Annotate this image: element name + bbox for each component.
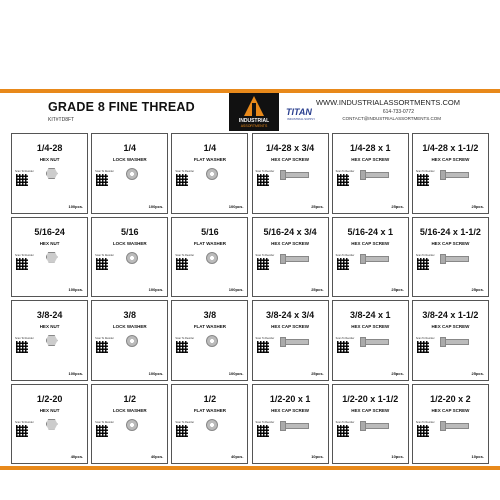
- part-size: 5/16-24: [34, 226, 65, 237]
- bin-cell: [412, 300, 489, 381]
- bin-cell: [332, 133, 409, 214]
- part-type: HEX NUT: [39, 240, 60, 246]
- part-size: 1/4-28: [36, 143, 63, 153]
- qr-code-icon[interactable]: [417, 341, 429, 353]
- part-size: 3/8: [203, 310, 217, 320]
- kit-number: KIT#TD8FT: [48, 117, 75, 123]
- bin-cell: [252, 133, 329, 214]
- logo-line1: INDUSTRIAL: [238, 118, 270, 124]
- qr-code-icon[interactable]: [257, 425, 269, 437]
- bin-cell: [11, 300, 88, 381]
- part-size: 1/4: [203, 143, 217, 153]
- washer-icon: [126, 252, 138, 264]
- part-size: 3/8-24 x 1-1/2: [422, 310, 479, 320]
- scan-label: Scan To Reorder: [415, 170, 435, 173]
- scan-label: Scan To Reorder: [415, 253, 435, 257]
- part-type: FLAT WASHER: [193, 240, 226, 246]
- scan-label: Scan To Reorder: [255, 253, 275, 257]
- quantity-label: 100pcs.: [148, 287, 164, 292]
- qr-code-icon[interactable]: [337, 341, 349, 353]
- nut-icon: [46, 419, 58, 430]
- nut-icon: [46, 252, 58, 263]
- bin-cell: [11, 384, 88, 465]
- email-link[interactable]: CONTACT@INDUSTRIALASSORTMENTS.COM: [342, 116, 441, 121]
- quantity-label: 100pcs.: [228, 287, 244, 292]
- scan-label: Scan To Reorder: [95, 253, 114, 257]
- part-size: 1/4: [123, 143, 136, 153]
- quantity-label: 25pcs.: [391, 287, 404, 292]
- screw-icon: [443, 172, 469, 178]
- qr-code-icon[interactable]: [337, 174, 349, 186]
- part-size: 5/16-24 x 3/4: [263, 226, 317, 237]
- logo-mark-icon: [244, 96, 264, 116]
- quantity-label: 25pcs.: [391, 370, 404, 376]
- scan-label: Scan To Reorder: [175, 253, 195, 257]
- part-type: HEX CAP SCREW: [351, 324, 390, 329]
- scan-label: Scan To Reorder: [95, 420, 114, 424]
- qr-code-icon[interactable]: [176, 425, 188, 437]
- scan-label: Scan To Reorder: [255, 170, 275, 173]
- qr-code-icon[interactable]: [16, 258, 28, 270]
- scan-label: Scan To Reorder: [15, 337, 34, 340]
- part-type: HEX CAP SCREW: [431, 407, 470, 413]
- part-type: HEX CAP SCREW: [271, 407, 310, 413]
- part-size: 1/2-20: [36, 393, 63, 404]
- website-link[interactable]: WWW.INDUSTRIALASSORTMENTS.COM: [315, 98, 460, 107]
- scan-label: Scan To Reorder: [175, 337, 195, 340]
- phone-number: 614-733-0772: [382, 109, 414, 115]
- qr-code-icon[interactable]: [417, 258, 429, 270]
- part-type: HEX CAP SCREW: [351, 240, 390, 246]
- qr-code-icon[interactable]: [337, 425, 349, 437]
- scan-label: Scan To Reorder: [415, 337, 435, 340]
- part-size: 1/2: [203, 393, 217, 404]
- part-type: LOCK WASHER: [112, 157, 147, 162]
- qr-code-icon[interactable]: [337, 258, 349, 270]
- part-size: 3/8-24 x 1: [349, 310, 391, 320]
- brand-logo: [229, 93, 279, 131]
- part-type: LOCK WASHER: [112, 240, 147, 246]
- quantity-label: 100pcs.: [148, 203, 164, 209]
- washer-icon: [206, 252, 218, 264]
- bin-cell: [252, 384, 329, 465]
- part-type: HEX CAP SCREW: [431, 240, 470, 246]
- part-size: 3/8-24 x 3/4: [266, 310, 315, 320]
- screw-icon: [283, 172, 309, 178]
- washer-icon: [126, 419, 138, 431]
- bin-cell: [412, 133, 489, 214]
- part-size: 5/16-24 x 1-1/2: [419, 226, 481, 237]
- scan-label: Scan To Reorder: [175, 170, 195, 173]
- bin-cell: [91, 133, 168, 214]
- bin-cell: [412, 384, 489, 465]
- part-size: 1/4-28 x 3/4: [266, 143, 315, 153]
- quantity-label: 40pcs.: [70, 454, 84, 459]
- bin-cell: [332, 217, 409, 298]
- part-type: FLAT WASHER: [193, 324, 226, 329]
- screw-icon: [363, 172, 389, 178]
- nut-icon: [46, 335, 58, 346]
- bin-grid: [11, 133, 489, 464]
- qr-code-icon[interactable]: [257, 341, 269, 353]
- screw-icon: [443, 423, 469, 429]
- screw-icon: [363, 256, 389, 262]
- bin-cell: [171, 217, 248, 298]
- scan-label: Scan To Reorder: [15, 253, 34, 257]
- part-type: HEX CAP SCREW: [271, 324, 310, 329]
- screw-icon: [283, 339, 309, 345]
- washer-icon: [206, 335, 218, 347]
- qr-code-icon[interactable]: [96, 425, 108, 437]
- part-type: HEX CAP SCREW: [271, 240, 310, 246]
- quantity-label: 100pcs.: [148, 370, 164, 376]
- screw-icon: [443, 256, 469, 262]
- bin-cell: [91, 217, 168, 298]
- part-size: 1/2-20 x 2: [430, 393, 471, 404]
- part-size: 1/4-28 x 1-1/2: [422, 143, 479, 153]
- quantity-label: 40pcs.: [231, 454, 244, 459]
- scan-label: Scan To Reorder: [95, 337, 114, 340]
- quantity-label: 100pcs.: [228, 203, 244, 209]
- quantity-label: 40pcs.: [150, 454, 164, 459]
- screw-icon: [363, 423, 389, 429]
- bin-cell: [332, 300, 409, 381]
- qr-code-icon[interactable]: [176, 174, 188, 186]
- bin-cell: [171, 300, 248, 381]
- scan-label: Scan To Reorder: [255, 337, 275, 340]
- part-type: LOCK WASHER: [112, 407, 147, 413]
- bin-cell: [252, 217, 329, 298]
- scan-label: Scan To Reorder: [95, 170, 114, 173]
- quantity-label: 10pcs.: [311, 454, 324, 459]
- scan-label: Scan To Reorder: [175, 420, 195, 424]
- part-type: LOCK WASHER: [112, 324, 147, 329]
- scan-label: Scan To Reorder: [335, 170, 355, 173]
- quantity-label: 100pcs.: [228, 370, 244, 376]
- part-size: 5/16: [120, 226, 139, 237]
- qr-code-icon[interactable]: [257, 174, 269, 186]
- bin-cell: [171, 384, 248, 465]
- qr-code-icon[interactable]: [96, 174, 108, 186]
- quantity-label: 25pcs.: [471, 203, 484, 209]
- part-type: HEX CAP SCREW: [431, 324, 470, 329]
- bin-cell: [252, 300, 329, 381]
- qr-code-icon[interactable]: [176, 341, 188, 353]
- titan-subtitle: INDUSTRIAL SUPPLY: [287, 117, 316, 121]
- qr-code-icon[interactable]: [16, 425, 28, 437]
- washer-icon: [126, 335, 138, 347]
- quantity-label: 25pcs.: [471, 287, 484, 292]
- qr-code-icon[interactable]: [257, 258, 269, 270]
- part-type: FLAT WASHER: [193, 157, 226, 162]
- qr-code-icon[interactable]: [417, 174, 429, 186]
- bin-cell: [11, 133, 88, 214]
- scan-label: Scan To Reorder: [15, 420, 34, 424]
- scan-label: Scan To Reorder: [415, 420, 435, 424]
- scan-label: Scan To Reorder: [335, 337, 355, 340]
- quantity-label: 25pcs.: [471, 370, 484, 376]
- part-type: HEX NUT: [39, 407, 60, 413]
- part-type: HEX NUT: [39, 324, 60, 329]
- screw-icon: [283, 423, 309, 429]
- screw-icon: [363, 339, 389, 345]
- nut-icon: [46, 168, 58, 179]
- qr-code-icon[interactable]: [16, 174, 28, 186]
- logo-line2: ASSORTMENTS: [240, 124, 268, 128]
- part-type: HEX NUT: [39, 157, 60, 162]
- scan-label: Scan To Reorder: [335, 253, 355, 257]
- bin-cell: [332, 384, 409, 465]
- part-type: HEX CAP SCREW: [271, 157, 310, 162]
- washer-icon: [206, 168, 218, 180]
- bin-cell: [11, 217, 88, 298]
- quantity-label: 10pcs.: [391, 454, 404, 459]
- qr-code-icon[interactable]: [16, 341, 28, 353]
- part-type: HEX CAP SCREW: [351, 157, 390, 162]
- quantity-label: 100pcs.: [68, 370, 84, 376]
- quantity-label: 100pcs.: [68, 287, 84, 292]
- part-size: 1/2-20 x 1: [269, 393, 311, 404]
- bin-cell: [412, 217, 489, 298]
- qr-code-icon[interactable]: [176, 258, 188, 270]
- part-type: HEX CAP SCREW: [431, 157, 470, 162]
- part-size: 3/8-24: [36, 310, 63, 320]
- part-size: 1/2-20 x 1-1/2: [342, 393, 399, 404]
- scan-label: Scan To Reorder: [15, 170, 34, 173]
- bin-cell: [91, 384, 168, 465]
- quantity-label: 25pcs.: [391, 203, 404, 209]
- page-title: GRADE 8 FINE THREAD: [48, 100, 195, 114]
- quantity-label: 100pcs.: [68, 203, 84, 209]
- part-type: HEX CAP SCREW: [351, 407, 390, 413]
- part-size: 3/8: [123, 310, 136, 320]
- scan-label: Scan To Reorder: [335, 420, 355, 424]
- quantity-label: 10pcs.: [471, 454, 484, 459]
- bottom-accent-band: [0, 466, 500, 470]
- bin-cell: [171, 133, 248, 214]
- washer-icon: [126, 168, 138, 180]
- washer-icon: [206, 419, 218, 431]
- quantity-label: 25pcs.: [311, 287, 324, 292]
- part-size: 1/2: [123, 393, 136, 404]
- scan-label: Scan To Reorder: [255, 420, 275, 424]
- quantity-label: 25pcs.: [311, 203, 324, 209]
- qr-code-icon[interactable]: [96, 341, 108, 353]
- part-type: FLAT WASHER: [193, 407, 226, 413]
- screw-icon: [443, 339, 469, 345]
- qr-code-icon[interactable]: [96, 258, 108, 270]
- label-header: [0, 93, 500, 131]
- bin-cell: [91, 300, 168, 381]
- titan-logo: TITAN: [286, 107, 312, 117]
- part-size: 5/16-24 x 1: [347, 226, 393, 237]
- quantity-label: 25pcs.: [311, 370, 324, 376]
- qr-code-icon[interactable]: [417, 425, 429, 437]
- screw-icon: [283, 256, 309, 262]
- part-size: 1/4-28 x 1: [349, 143, 391, 153]
- part-size: 5/16: [201, 226, 219, 237]
